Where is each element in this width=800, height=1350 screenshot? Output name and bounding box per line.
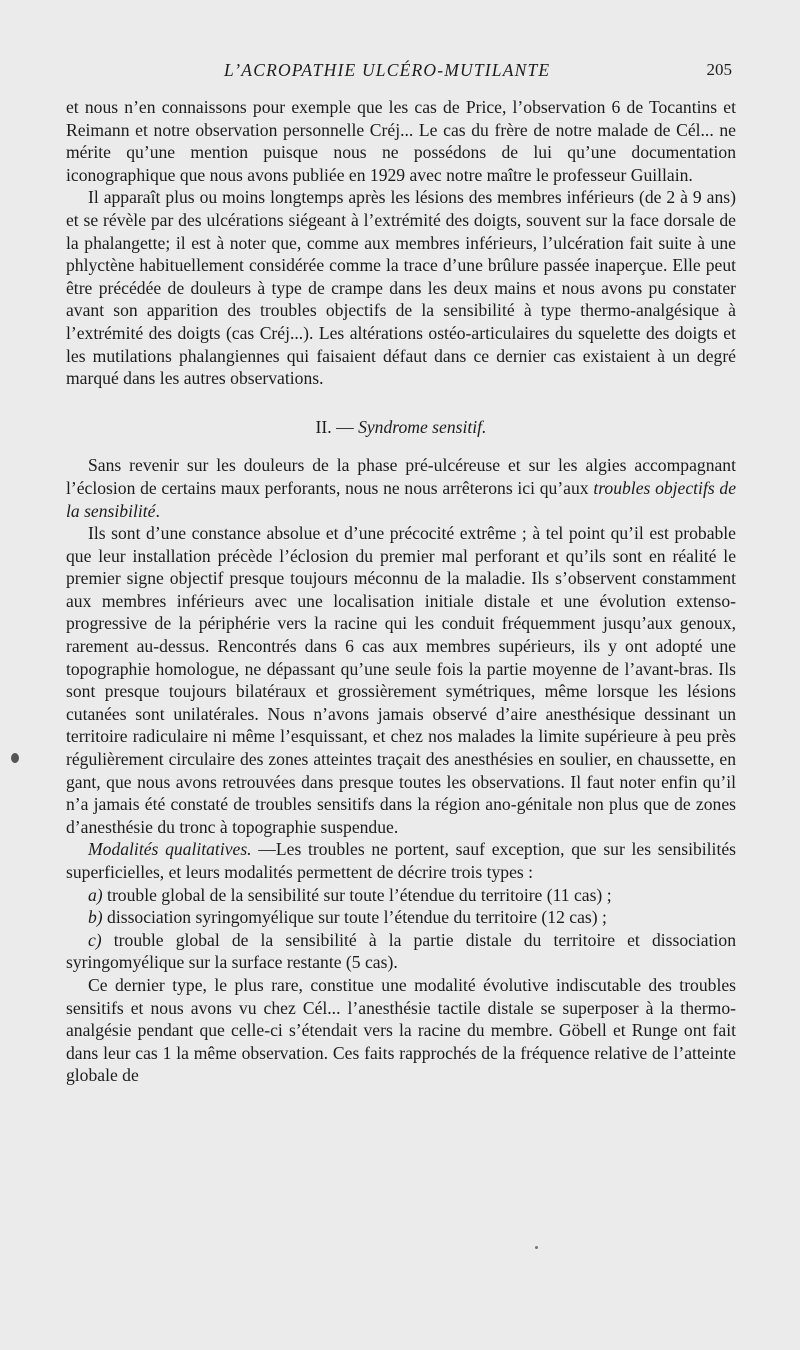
running-title: L’ACROPATHIE ULCÉRO-MUTILANTE (224, 60, 551, 80)
margin-ink-dot (11, 753, 19, 763)
type-text: trouble global de la sensibilité sur toute l’étendue du territoire (11 cas) ; (102, 884, 612, 905)
ink-speck (535, 1246, 538, 1249)
type-text: trouble global de la sensibilité à la partie distale du territoire et dissociation syringomyélique sur la surface restante (5 cas). (66, 929, 736, 973)
section-dash: — (336, 416, 354, 437)
body-text (66, 96, 736, 1087)
running-header (66, 60, 732, 86)
type-item-c (66, 929, 736, 974)
section-title: Syndrome sensitif. (358, 416, 487, 437)
intro-tail: . (155, 500, 160, 521)
paragraph-upper-limb-ulceration: Il apparaît plus ou moins longtemps après les lésions des membres inférieurs (de 2 à 9 ans) et se révèle par des ulcérations siégeant à l’extrémité des doigts, souvent sur la face dorsale de la phalangette; il est à noter que, comme aux membres inférieurs, l’ulcération fait suite à une phlyctène habituellement considérée comme la trace d’une brûlure passée inaperçue. Elle peut être précédée de douleurs à type de crampe dans les deux mains et nous avons pu constater avant son apparition des troubles objectifs de la sensibilité à type thermo-analgésique à l’extrémité des doigts (cas Créj...). Les altérations ostéo-articulaires du squelette des doigts et les mutilations phalangiennes qui faisaient défaut dans ce dernier cas existaient à un degré marqué dans les autres observations. (66, 187, 736, 389)
paragraph-modalites (66, 838, 736, 883)
type-marker: c) (88, 929, 102, 950)
type-item-a (66, 884, 736, 907)
intro-lead: Sans revenir sur les douleurs de la phase pré-ulcéreuse et sur les algies accompagnant l’éclosion de certains maux perforants, nous ne nous arrêterons ici qu’aux (66, 455, 736, 498)
type-marker: a) (88, 884, 103, 905)
paragraph-final: Ce dernier type, le plus rare, constitue une modalité évolutive indiscutable des troubles sensitifs et nous avons vu chez Cél... l’anesthésie tactile distale se superposer à la thermo-analgésie pendant que celle-ci s’étendait vers la racine du membre. Göbell et Runge ont fait dans leur cas 1 la même observation. Ces faits rapprochés de la fréquence relative de l’atteinte globale de (66, 974, 736, 1086)
paragraph-main: Ils sont d’une constance absolue et d’une précocité extrême ; à tel point qu’il est probable que leur installation précède l’éclosion du premier mal perforant et qu’ils sont en réalité le premier signe objectif presque toujours méconnu de la maladie. Ils s’observent constamment aux membres inférieurs avec une localisation initiale distale et une évolution extenso-progressive de la périphérie vers la racine qui les conduit fréquemment jusqu’aux genoux, rarement au-dessus. Rencontrés dans 6 cas aux membres supérieurs, ils y ont adopté une topographie homologue, ne dépassant qu’une seule fois la partie moyenne de l’avant-bras. Ils sont presque toujours bilatéraux et grossièrement symétriques, même lorsque les lésions cutanées sont unilatérales. Nous n’avons jamais observé d’aire anesthésique dessinant un territoire radiculaire ni même l’esquissant, et chez nos malades la limite supérieure à peu près régulièrement circulaire des zones atteintes traçait des anesthésies en soulier, en chaussette, en gant, que nous avons retrouvées dans presque toutes les observations. Il faut noter enfin qu’il n’a jamais été constaté de troubles sensitifs dans la région ano-génitale non plus que de zones d’anesthésie du tronc à topographie suspendue. (66, 523, 736, 837)
section-heading (66, 416, 736, 439)
page-number: 205 (706, 60, 732, 79)
modalites-heading: Modalités qualitatives. (88, 839, 252, 860)
type-marker: b) (88, 907, 103, 928)
paragraph-continuation: et nous n’en connaissons pour exemple que les cas de Price, l’observation 6 de Tocantins et Reimann et notre observation personnelle Créj... Le cas du frère de notre malade de Cél... ne mérite qu’une mention puisque nous ne possédons de lui qu’une documentation iconographique que nous avons publiée en 1929 avec notre maître le professeur Guillain. (66, 97, 736, 185)
section-number: II. (315, 416, 332, 437)
intro-emphasis: troubles objectifs de la sensibilité (66, 477, 737, 521)
paragraph-intro (66, 454, 736, 522)
type-text: dissociation syringomyélique sur toute l’étendue du territoire (12 cas) ; (102, 907, 607, 928)
type-item-b (66, 906, 736, 929)
modalites-text: —Les troubles ne portent, sauf exception, que sur les sensibilités superficielles, et leurs modalités permettent de décrire trois types : (66, 839, 736, 882)
